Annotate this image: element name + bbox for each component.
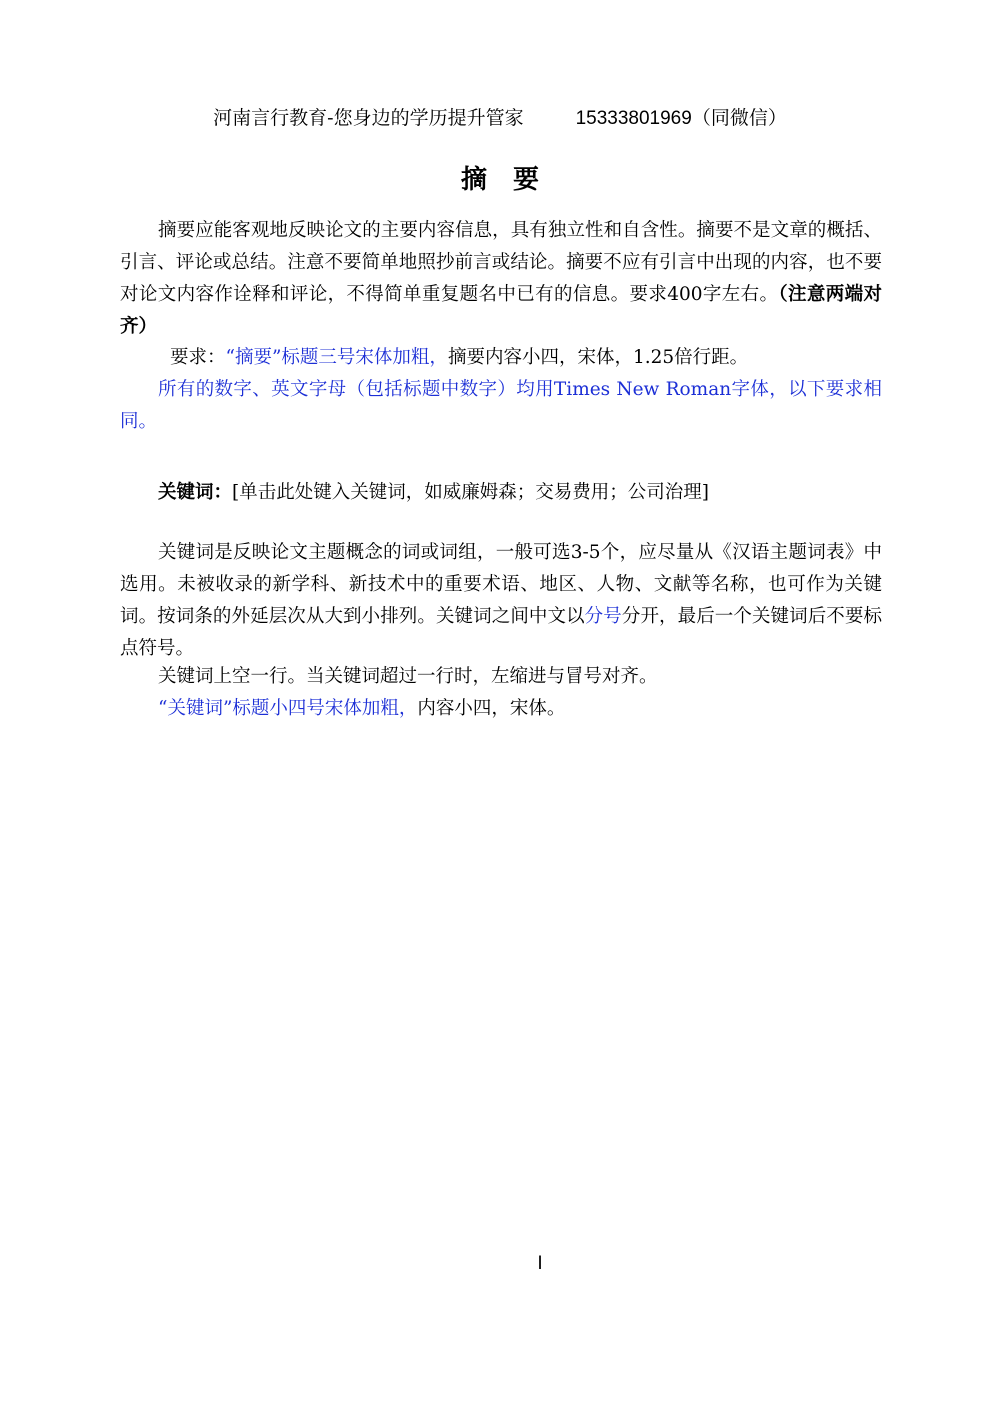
keywords-spacing-paragraph: 关键词上空一行。当关键词超过一行时，左缩进与冒号对齐。 bbox=[158, 666, 658, 687]
keywords-placeholder[interactable]: [单击此处键入关键词，如威廉姆森；交易费用；公司治理] bbox=[232, 482, 709, 503]
keywords-format-content: 内容小四，宋体。 bbox=[417, 698, 566, 719]
abstract-paragraph bbox=[120, 215, 882, 343]
header-wechat-note: （同微信） bbox=[691, 107, 787, 129]
keywords-line bbox=[120, 477, 882, 509]
requirement-content-format: 摘要内容小四，宋体，1.25倍行距。 bbox=[447, 347, 749, 368]
abstract-body: 摘要应能客观地反映论文的主要内容信息，具有独立性和自含性。摘要不是文章的概括、引言、评论或总结。注意不要简单地照抄前言或结论。摘要不应有引言中出现的内容，也不要对论文内容作诠释和评论，不得简单重复题名中已有的信息。要求400字左右。 bbox=[120, 220, 882, 305]
header-phone: 15333801969 bbox=[575, 108, 692, 129]
keywords-desc-part1: 关键词是反映论文主题概念的词或词组，一般可选3-5个，应尽量从《汉语主题词表》中选用。未被收录的新学科、新技术中的重要术语、地区、人物、文献等名称，也可作为关键词。按词条的外延层次从大到小排列。关键词之间中文以 bbox=[120, 542, 882, 627]
requirement-title-format: “摘要”标题三号宋体加粗， bbox=[225, 347, 448, 368]
header-org-text: 河南言行教育-您身边的学历提升管家 bbox=[213, 107, 524, 129]
keywords-format-paragraph bbox=[120, 693, 882, 725]
keywords-format-title: “关键词”标题小四号宋体加粗， bbox=[158, 698, 418, 719]
requirement-prefix: 要求： bbox=[170, 347, 226, 368]
page-header bbox=[0, 104, 1000, 133]
keywords-description-paragraph bbox=[120, 537, 882, 665]
keywords-desc-semicolon: 分号 bbox=[584, 606, 622, 627]
keywords-desc-part2: 分开，最后一个关键词后不要标点符号。 bbox=[120, 606, 882, 659]
abstract-title: 摘要 bbox=[460, 165, 565, 195]
requirement-paragraph bbox=[120, 342, 882, 374]
abstract-note: （注意两端对齐） bbox=[120, 284, 882, 337]
page-number: I bbox=[537, 1253, 543, 1274]
fonts-note-paragraph: 所有的数字、英文字母（包括标题中数字）均用Times New Roman字体，以下要求相同。 bbox=[120, 379, 882, 432]
keywords-label: 关键词： bbox=[158, 482, 233, 503]
